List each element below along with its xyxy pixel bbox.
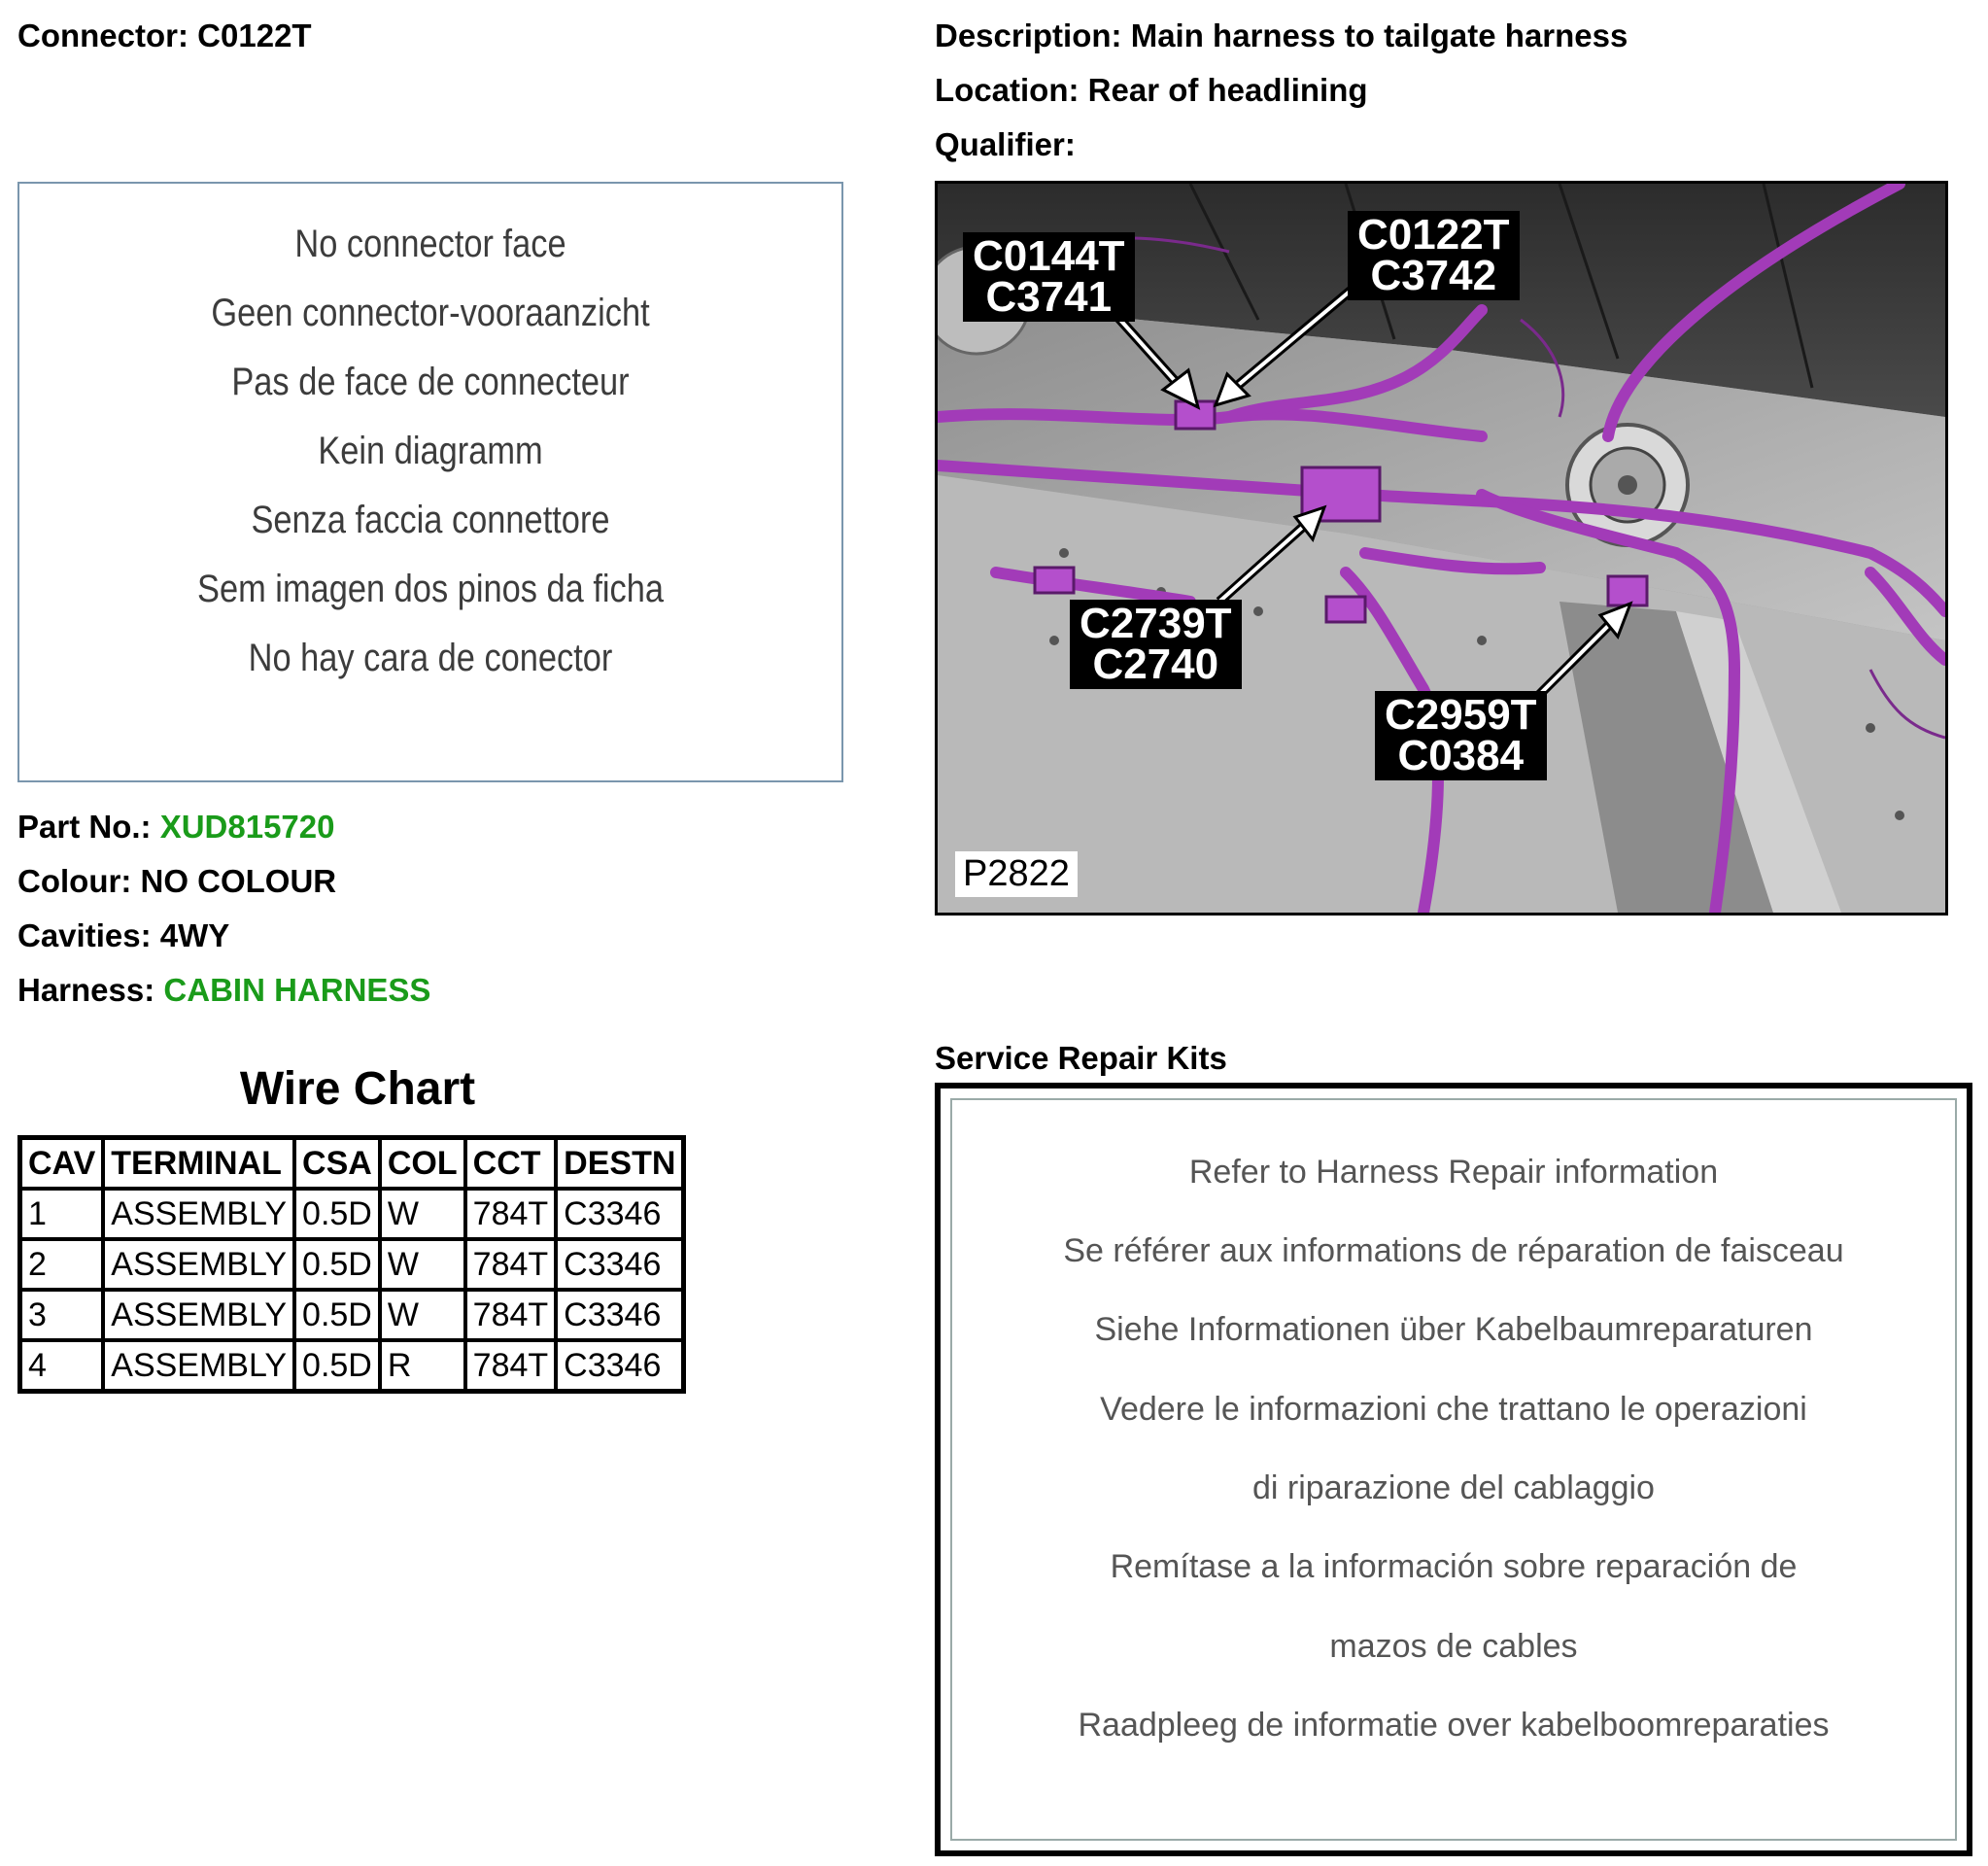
no-connector-face-panel xyxy=(17,182,843,782)
colour-field xyxy=(17,863,336,900)
connector-value: C0122T xyxy=(197,17,312,53)
cell-cav: 2 xyxy=(20,1239,104,1290)
image-reference-code: P2822 xyxy=(955,851,1078,897)
qualifier-label: Qualifier: xyxy=(935,126,1076,162)
callout-c2959t xyxy=(1375,691,1547,780)
cell-cct: 784T xyxy=(465,1340,557,1392)
wire-chart-title: Wire Chart xyxy=(239,1063,476,1115)
cell-col: W xyxy=(380,1239,465,1290)
repair-line-es-1: Remítase a la información sobre reparación de xyxy=(1110,1548,1798,1585)
service-repair-kits-title: Service Repair Kits xyxy=(935,1040,1227,1076)
callout-c0122t xyxy=(1348,211,1520,300)
harness-link[interactable]: CABIN HARNESS xyxy=(163,972,431,1008)
repair-line-it-1: Vedere le informazioni che trattano le operazioni xyxy=(1100,1391,1807,1428)
table-row xyxy=(20,1239,684,1290)
no-face-text-en: No connector face xyxy=(294,223,566,265)
cell-terminal: ASSEMBLY xyxy=(103,1239,294,1290)
cell-terminal: ASSEMBLY xyxy=(103,1290,294,1340)
callout-line: C0122T xyxy=(1357,211,1510,259)
harness-field xyxy=(17,972,430,1009)
col-csa: CSA xyxy=(294,1138,380,1190)
table-row xyxy=(20,1189,684,1239)
no-face-text-pt: Sem imagen dos pinos da ficha xyxy=(197,568,664,610)
col-terminal: TERMINAL xyxy=(103,1138,294,1190)
callout-line: C2740 xyxy=(1092,640,1219,688)
colour-value: NO COLOUR xyxy=(140,863,337,899)
no-face-text-de: Kein diagramm xyxy=(318,430,543,472)
callout-line: C3742 xyxy=(1370,252,1497,299)
no-face-text-fr: Pas de face de connecteur xyxy=(231,361,630,403)
description-label: Description: xyxy=(935,17,1122,53)
connector-location-image xyxy=(935,181,1948,916)
cavities-value: 4WY xyxy=(159,917,230,953)
speaker-cone xyxy=(1618,475,1637,495)
callout-line: C2959T xyxy=(1385,691,1537,739)
part-number-label: Part No.: xyxy=(17,809,152,845)
no-face-text-nl: Geen connector-vooraanzicht xyxy=(211,292,650,334)
cell-cav: 1 xyxy=(20,1189,104,1239)
no-face-text-it: Senza faccia connettore xyxy=(251,499,610,541)
cell-destn: C3346 xyxy=(556,1189,684,1239)
table-row xyxy=(20,1290,684,1340)
service-repair-kits-panel xyxy=(935,1083,1972,1856)
cell-csa: 0.5D xyxy=(294,1239,380,1290)
no-face-text-es: No hay cara de conector xyxy=(248,637,613,679)
connector-field xyxy=(17,17,312,54)
description-field xyxy=(935,17,1628,54)
cell-cav: 4 xyxy=(20,1340,104,1392)
repair-line-en: Refer to Harness Repair information xyxy=(1188,1154,1719,1191)
part-number-field xyxy=(17,809,334,846)
connector-label: Connector: xyxy=(17,17,189,53)
cell-col: W xyxy=(380,1189,465,1239)
cavities-field xyxy=(17,917,229,954)
callout-line: C0144T xyxy=(973,232,1125,280)
location-value: Rear of headlining xyxy=(1087,72,1368,108)
repair-line-fr: Se référer aux informations de réparation de faisceau xyxy=(1063,1232,1844,1269)
table-header-row xyxy=(20,1138,684,1190)
part-number-link[interactable]: XUD815720 xyxy=(159,809,335,845)
cell-destn: C3346 xyxy=(556,1239,684,1290)
cell-csa: 0.5D xyxy=(294,1290,380,1340)
cell-col: W xyxy=(380,1290,465,1340)
col-col: COL xyxy=(380,1138,465,1190)
callout-c0144t xyxy=(963,232,1135,322)
cell-csa: 0.5D xyxy=(294,1340,380,1392)
callout-c2739t xyxy=(1070,600,1242,689)
cell-cct: 784T xyxy=(465,1290,557,1340)
cavities-label: Cavities: xyxy=(17,917,152,953)
cell-destn: C3346 xyxy=(556,1290,684,1340)
cell-cav: 3 xyxy=(20,1290,104,1340)
location-field xyxy=(935,72,1368,109)
qualifier-field xyxy=(935,126,1076,163)
wire-chart-table xyxy=(17,1135,686,1394)
callout-line: C0384 xyxy=(1397,732,1525,779)
cell-col: R xyxy=(380,1340,465,1392)
col-destn: DESTN xyxy=(556,1138,684,1190)
col-cct: CCT xyxy=(465,1138,557,1190)
repair-line-nl: Raadpleeg de informatie over kabelboomreparaties xyxy=(1078,1707,1830,1744)
callout-line: C2739T xyxy=(1080,600,1232,647)
harness-label: Harness: xyxy=(17,972,155,1008)
col-cav: CAV xyxy=(20,1138,104,1190)
cell-terminal: ASSEMBLY xyxy=(103,1189,294,1239)
repair-line-es-2: mazos de cables xyxy=(1329,1628,1578,1665)
table-row xyxy=(20,1340,684,1392)
cell-terminal: ASSEMBLY xyxy=(103,1340,294,1392)
repair-line-it-2: di riparazione del cablaggio xyxy=(1252,1469,1655,1506)
cell-cct: 784T xyxy=(465,1189,557,1239)
cell-csa: 0.5D xyxy=(294,1189,380,1239)
cell-destn: C3346 xyxy=(556,1340,684,1392)
callout-line: C3741 xyxy=(985,273,1113,321)
cell-cct: 784T xyxy=(465,1239,557,1290)
service-repair-kits-inner xyxy=(950,1098,1957,1841)
repair-line-de: Siehe Informationen über Kabelbaumreparaturen xyxy=(1094,1311,1813,1348)
description-value: Main harness to tailgate harness xyxy=(1130,17,1628,53)
colour-label: Colour: xyxy=(17,863,132,899)
location-label: Location: xyxy=(935,72,1080,108)
